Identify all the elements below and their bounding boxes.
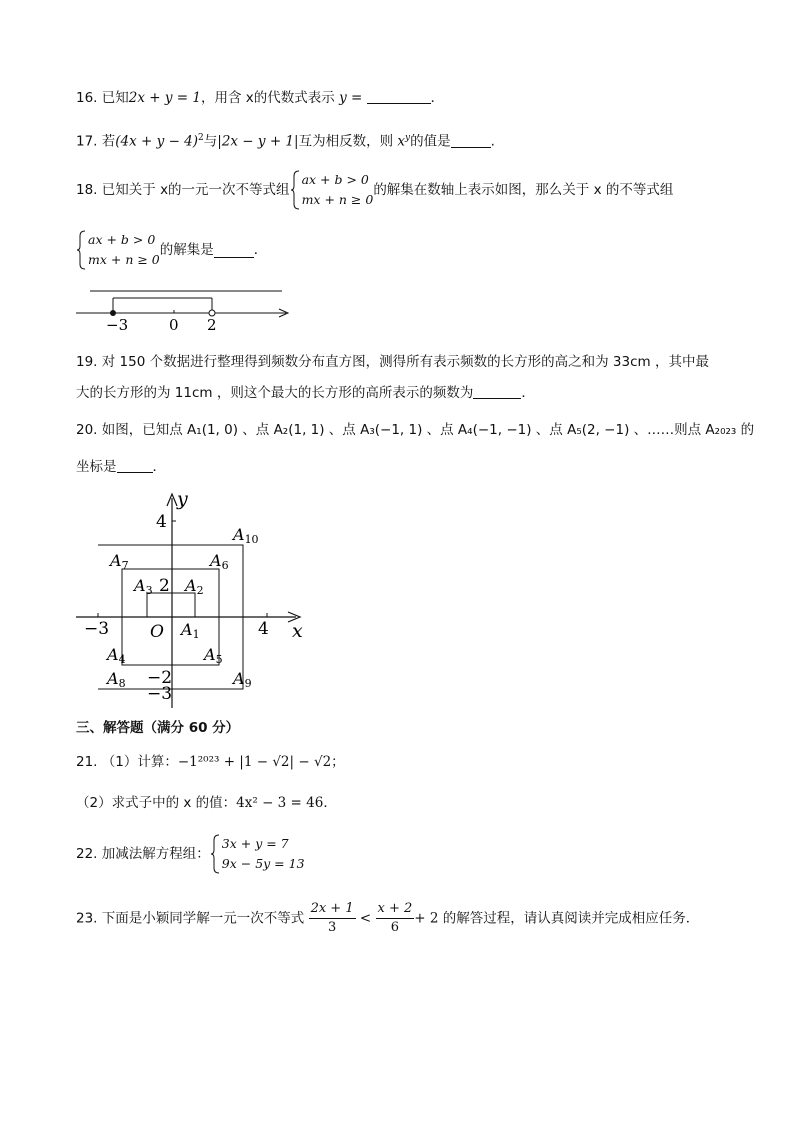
point-label-A8: A8 bbox=[107, 669, 126, 690]
point-label-A6: A6 bbox=[210, 551, 229, 572]
equation-system: 3x + y = 7 9x − 5y = 13 bbox=[210, 834, 305, 874]
question-22: 22. 加减法解方程组： 3x + y = 7 9x − 5y = 13 bbox=[76, 834, 305, 878]
tick-label: −3 bbox=[106, 316, 129, 334]
point-label-A7: A7 bbox=[110, 551, 129, 572]
inequality-system: ax + b > 0 mx + n ≥ 0 bbox=[290, 170, 374, 210]
answer-blank[interactable] bbox=[367, 89, 431, 104]
point-label-A1: A1 bbox=[181, 620, 200, 641]
point-label-A2: A2 bbox=[185, 576, 204, 597]
expression: 4x² − 3 = 46 bbox=[236, 795, 324, 811]
tick-label: −3 bbox=[84, 619, 110, 639]
brace-icon bbox=[76, 230, 86, 270]
fraction-right: $\frac{x + 2}{6}$ bbox=[377, 901, 413, 935]
tick-label: −3 bbox=[147, 684, 173, 704]
point-label-A4: A4 bbox=[107, 645, 126, 666]
question-20: 20. 如图，已知点 A₁(1, 0) 、点 A₂(1, 1) 、点 A₃(−1, 1) 、点 A₄(−1, −1) 、点 A₅(2, −1) 、……则点 A₂₀₂₃ 的 bbox=[76, 422, 755, 438]
question-21-part1: 21. （1）计算：−1²⁰²³ + |1 − √2| − √2； bbox=[76, 754, 345, 770]
answer-blank[interactable] bbox=[473, 384, 521, 399]
question-17: 17. 若$(4x + y - 4)^2$与|2x − y + 1|互为相反数，则 $x^y$的值是 . bbox=[76, 133, 495, 150]
equation: 2x + y = 1 bbox=[128, 90, 201, 106]
point-label-A10: A10 bbox=[233, 525, 259, 546]
question-16: 16. 已知2x + y = 1，用含 x的代数式表示 y = ． bbox=[76, 90, 445, 106]
fraction-left: $\frac{2x + 1}{3}$ bbox=[310, 901, 354, 935]
point-label-A9: A9 bbox=[233, 669, 252, 690]
inequality-system: ax + b > 0 mx + n ≥ 0 bbox=[76, 230, 160, 270]
point-label-A5: A5 bbox=[204, 645, 223, 666]
number-line-figure bbox=[72, 286, 294, 334]
answer-blank[interactable] bbox=[214, 243, 254, 258]
question-18-cont: ax + b > 0 mx + n ≥ 0 的解集是 ． bbox=[76, 230, 267, 274]
origin-label: O bbox=[150, 622, 164, 642]
tick-label: 4 bbox=[156, 512, 167, 532]
y-axis-label: y bbox=[177, 490, 188, 510]
question-20-cont: 坐标是 ． bbox=[76, 459, 166, 475]
question-19-cont: 大的长方形的为 11cm ，则这个最大的长方形的高所表示的频数为 ． bbox=[76, 385, 535, 401]
answer-blank[interactable] bbox=[451, 133, 491, 148]
tick-label: 0 bbox=[169, 316, 179, 334]
tick-label: −2 bbox=[147, 668, 173, 688]
tick-label: 4 bbox=[258, 619, 269, 639]
tick-label: 2 bbox=[159, 576, 170, 596]
question-18: 18. 已知关于 x的一元一次不等式组 ax + b > 0 mx + n ≥ 0 的解集在数轴上表示如图，那么关于 x 的不等式组 bbox=[76, 170, 673, 214]
section-heading: 三、解答题（满分 60 分） bbox=[76, 720, 240, 736]
x-axis-label: x bbox=[292, 620, 303, 642]
coordinate-spiral-figure bbox=[70, 490, 310, 712]
question-23: 23. 下面是小颖同学解一元一次不等式 $\frac{2x + 1}{3}$ < $\frac{x + 2}{6}$ + 2 的解答过程，请认真阅读并完成相应任务． bbox=[76, 901, 700, 935]
point-label-A3: A3 bbox=[134, 576, 153, 597]
spiral-rect-1 bbox=[147, 593, 195, 617]
answer-blank[interactable] bbox=[117, 458, 153, 473]
brace-icon bbox=[290, 170, 300, 210]
question-19: 19. 对 150 个数据进行整理得到频数分布直方图，测得所有表示频数的长方形的高之和为 33cm ，其中最 bbox=[76, 354, 709, 370]
tick-label: 2 bbox=[207, 316, 217, 334]
expression: −1²⁰²³ + |1 − √2| − √2 bbox=[177, 754, 332, 770]
question-21-part2: （2）求式子中的 x 的值：4x² − 3 = 46． bbox=[76, 795, 337, 811]
brace-icon bbox=[210, 834, 220, 874]
